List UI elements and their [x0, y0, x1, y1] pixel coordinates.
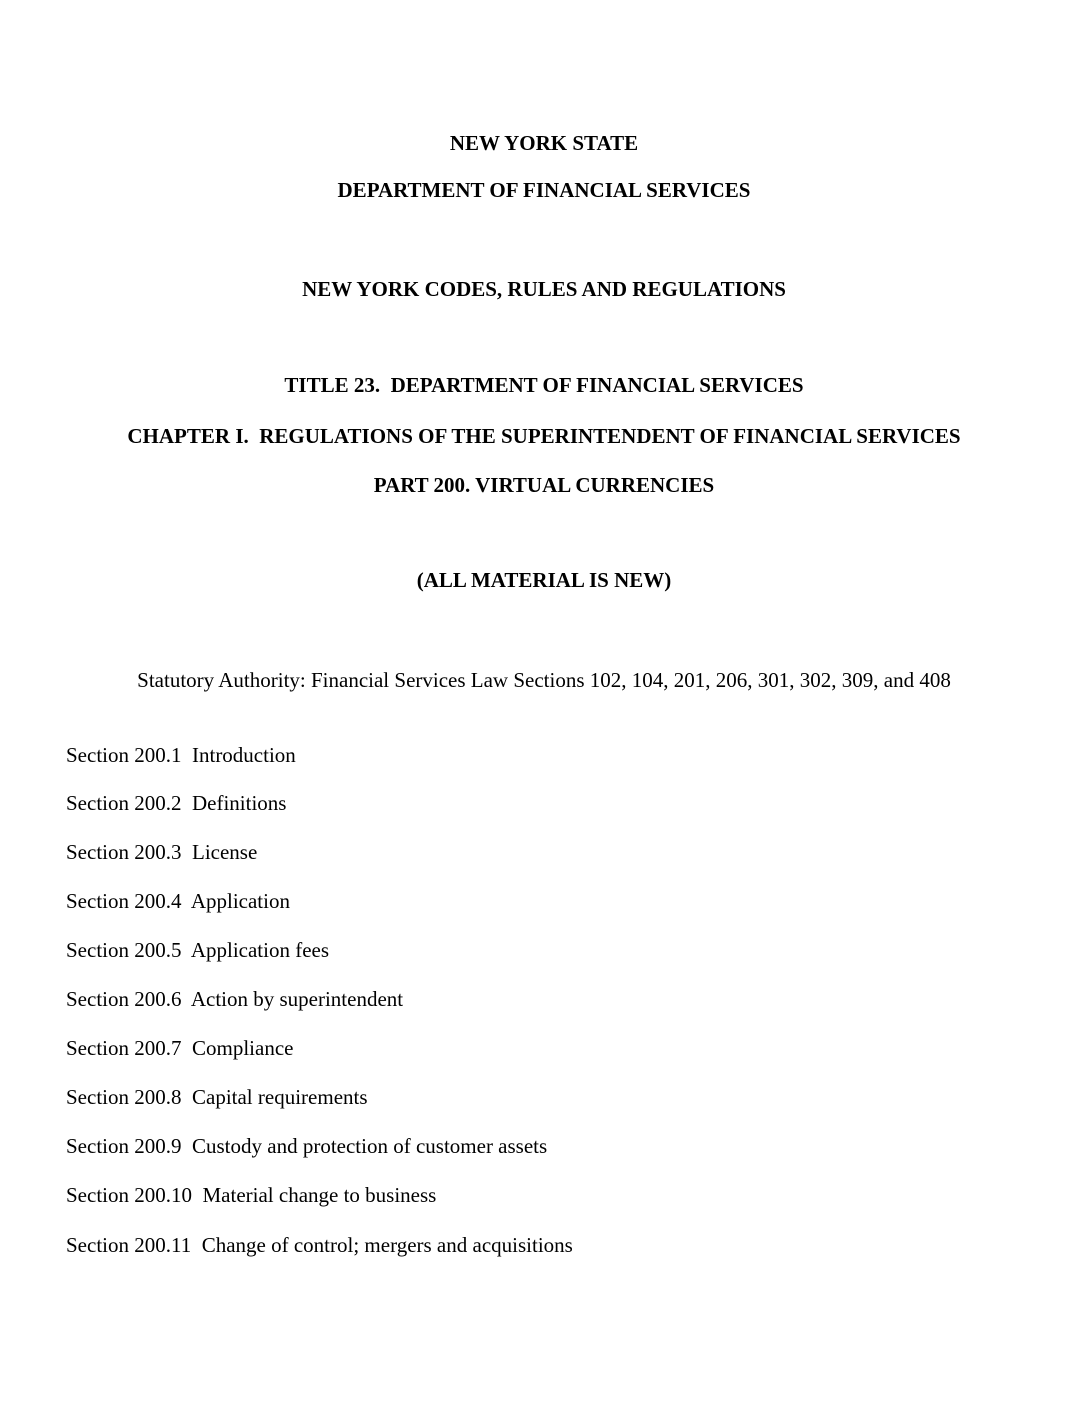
header-codes-rules-line: NEW YORK CODES, RULES AND REGULATIONS — [302, 277, 786, 301]
statutory-authority-line: Statutory Authority: Financial Services Law Sections 102, 104, 201, 206, 301, 302, 309, and 408 — [137, 668, 951, 692]
toc-item-200-4: Section 200.4 Application — [66, 889, 290, 913]
part-200-line: PART 200. VIRTUAL CURRENCIES — [373, 473, 715, 497]
toc-item-200-11: Section 200.11 Change of control; mergers and acquisitions — [66, 1233, 573, 1257]
title-23-line: TITLE 23. DEPARTMENT OF FINANCIAL SERVICES — [284, 373, 804, 397]
header-state-line: NEW YORK STATE — [449, 131, 639, 155]
toc-item-200-2: Section 200.2 Definitions — [66, 791, 287, 815]
toc-item-200-7: Section 200.7 Compliance — [66, 1036, 294, 1060]
toc-item-200-1: Section 200.1 Introduction — [66, 743, 296, 767]
toc-item-200-3: Section 200.3 License — [66, 840, 258, 864]
header-department-line: DEPARTMENT OF FINANCIAL SERVICES — [337, 178, 751, 202]
toc-item-200-10: Section 200.10 Material change to business — [66, 1183, 437, 1207]
chapter-line: CHAPTER I. REGULATIONS OF THE SUPERINTENDENT OF FINANCIAL SERVICES — [127, 424, 961, 448]
toc-item-200-5: Section 200.5 Application fees — [66, 938, 330, 962]
all-material-new-note: (ALL MATERIAL IS NEW) — [416, 568, 672, 592]
toc-item-200-6: Section 200.6 Action by superintendent — [66, 987, 404, 1011]
toc-item-200-8: Section 200.8 Capital requirements — [66, 1085, 368, 1109]
toc-item-200-9: Section 200.9 Custody and protection of customer assets — [66, 1134, 548, 1158]
